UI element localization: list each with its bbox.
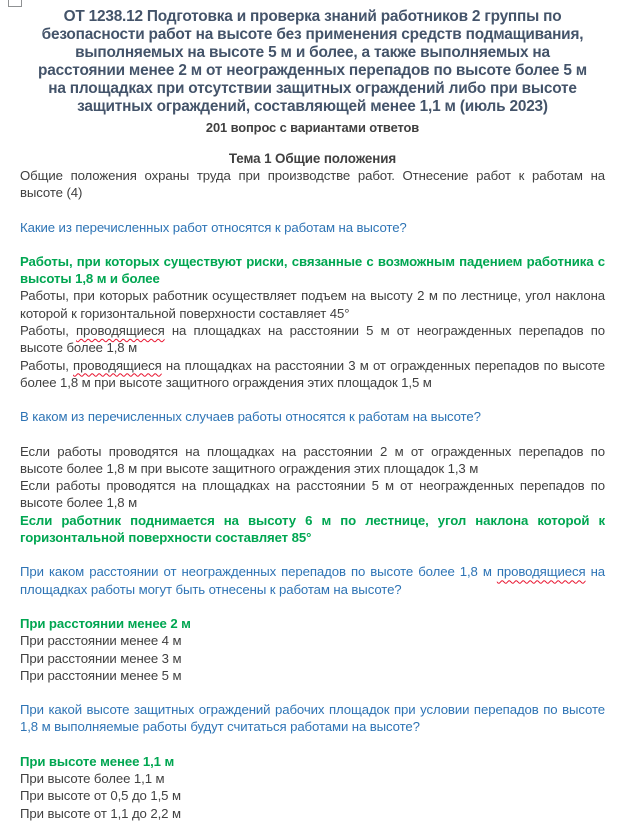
answer-option: Если работы проводятся на площадках на расстоянии 2 м от огражденных перепадов по высоте более 1,8 м при высоте защитного ограждения этих площадок 1,3 м xyxy=(20,443,605,476)
answer-option: При расстоянии менее 5 м xyxy=(20,667,182,683)
section-title: Тема 1 Общие положения xyxy=(228,151,397,166)
question-text: Какие из перечисленных работ относятся к работам на высоте? xyxy=(20,219,407,235)
answer-option: При высоте от 1,1 до 2,2 м xyxy=(20,805,181,821)
spellcheck-squiggle: проводящиеся xyxy=(76,323,165,339)
answer-list xyxy=(20,615,605,684)
answer-option: Если работы проводятся на площадках на расстоянии 5 м от неогражденных перепадов по высоте более 1,8 м xyxy=(20,478,605,511)
answer-list xyxy=(20,753,605,822)
question-block-3 xyxy=(20,563,605,684)
answer-option: При расстоянии менее 3 м xyxy=(20,650,182,666)
spellcheck-squiggle: проводящиеся xyxy=(496,564,586,580)
answer-list xyxy=(20,443,605,547)
answer-option: Работы, проводящиеся на площадках на расстоянии 3 м от огражденных перепадов по высоте более 1,8 м при высоте защитного ограждения этих площадок 1,5 м xyxy=(20,357,605,390)
answer-option: Работы, при которых существуют риски, связанные с возможным падением работника с высоты 1,8 м и более xyxy=(20,253,605,287)
document-subtitle: 201 вопрос с вариантами ответов xyxy=(205,120,420,135)
question-text: В каком из перечисленных случаев работы относятся к работам на высоте? xyxy=(20,409,481,425)
answer-option: При расстоянии менее 2 м xyxy=(20,615,191,631)
answer-list xyxy=(20,253,605,391)
document-title: ОТ 1238.12 Подготовка и проверка знаний работников 2 группы по безопасности работ на высоте без применения средств подмащивания, выполняемых на высоте 5 м и более, а также выполняемых на расстоянии менее 2 м от неогражденных перепадов по высоте более 5 м на площадках при отсутствии защитных ограждений либо при высоте защитных ограждений, составляющей менее 1,1 м (июль 2023) xyxy=(38,8,587,115)
answer-option: При высоте менее 1,1 м xyxy=(20,753,175,769)
question-text: При какой высоте защитных ограждений рабочих площадок при условии перепадов по высоте 1,8 м выполняемые работы будут считаться работами на высоте? xyxy=(20,702,605,735)
answer-option: При высоте более 1,1 м xyxy=(20,771,165,787)
answer-option: Работы, проводящиеся на площадках на расстоянии 5 м от неогражденных перепадов по высоте более 1,8 м xyxy=(20,323,605,356)
answer-option: Работы, при которых работник осуществляет подъем на высоту 2 м по лестнице, угол наклона которой к горизонтальной поверхности составляет 45° xyxy=(20,288,605,321)
answer-option: При высоте от 0,5 до 1,5 м xyxy=(20,788,181,804)
question-block-1 xyxy=(20,219,605,392)
answer-option: Если работник поднимается на высоту 6 м по лестнице, угол наклона которой к горизонтальной поверхности составляет 85° xyxy=(20,512,605,546)
answer-option: При расстоянии менее 4 м xyxy=(20,633,182,649)
section-description: Общие положения охраны труда при производстве работ. Отнесение работ к работам на высоте (4) xyxy=(20,168,605,201)
question-block-4 xyxy=(20,701,605,822)
question-block-2 xyxy=(20,408,605,546)
question-text: При каком расстоянии от неогражденных перепадов по высоте более 1,8 м проводящиеся на площадках работы могут быть отнесены к работам на высоте? xyxy=(20,564,605,597)
object-anchor-marker xyxy=(8,0,22,7)
spellcheck-squiggle: проводящиеся xyxy=(73,357,162,373)
